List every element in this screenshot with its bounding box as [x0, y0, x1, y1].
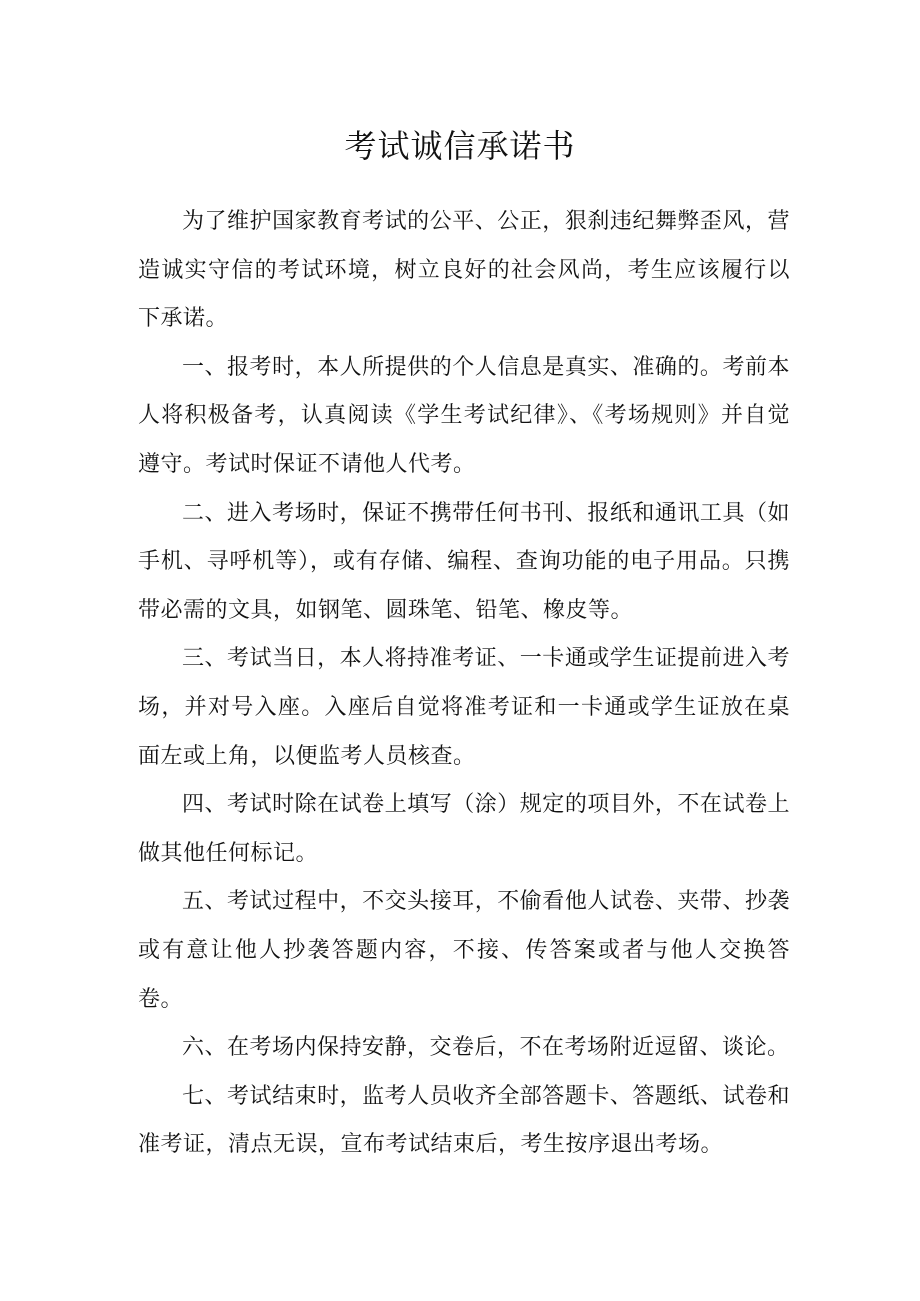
pledge-item-4: 四、考试时除在试卷上填写（涂）规定的项目外，不在试卷上做其他任何标记。 [138, 792, 790, 866]
pledge-item-7: 七、考试结束时，监考人员收齐全部答题卡、答题纸、试卷和准考证，清点无误，宣布考试结束后，考生按序退出考场。 [138, 1083, 790, 1158]
pledge-item-1: 一、报考时，本人所提供的个人信息是真实、准确的。考前本人将积极备考，认真阅读《学生考试纪律》、《考场规则》并自觉遵守。考试时保证不请他人代考。 [138, 354, 790, 477]
document-body [138, 198, 790, 1170]
intro-paragraph: 为了维护国家教育考试的公平、公正，狠刹违纪舞弊歪风，营造诚实守信的考试环境，树立良好的社会风尚，考生应该履行以下承诺。 [138, 209, 790, 332]
pledge-item-6: 六、在考场内保持安静，交卷后，不在考场附近逗留、谈论。 [182, 1035, 790, 1061]
pledge-item-2: 二、进入考场时，保证不携带任何书刊、报纸和通讯工具（如手机、寻呼机等），或有存储、编程、查询功能的电子用品。只携带必需的文具，如钢笔、圆珠笔、铅笔、橡皮等。 [138, 500, 790, 623]
pledge-item-3: 三、考试当日，本人将持准考证、一卡通或学生证提前进入考场，并对号入座。入座后自觉将准考证和一卡通或学生证放在桌面左或上角，以便监考人员核查。 [138, 646, 790, 769]
pledge-item-5: 五、考试过程中，不交头接耳，不偷看他人试卷、夹带、抄袭或有意让他人抄袭答题内容，不接、传答案或者与他人交换答卷。 [138, 889, 790, 1012]
document-title: 考试诚信承诺书 [344, 127, 576, 165]
